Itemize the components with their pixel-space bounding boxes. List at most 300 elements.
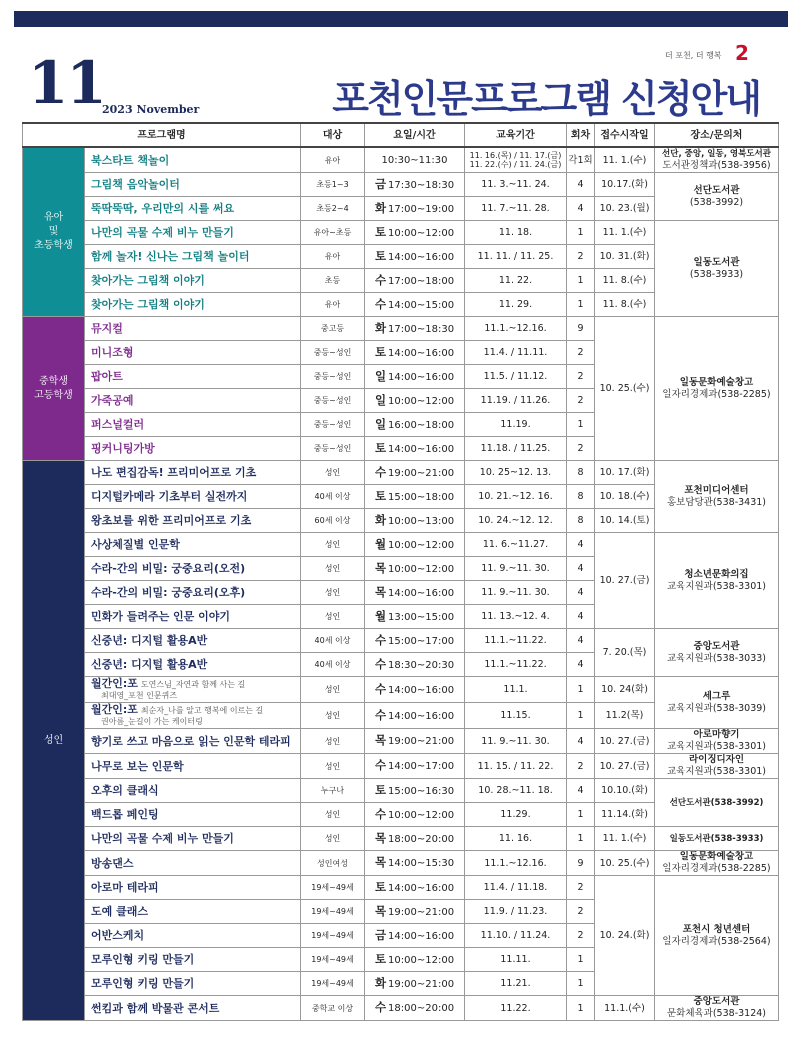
period-line: 11. 9.~11. 30.	[481, 587, 550, 598]
program-name	[85, 293, 301, 317]
program-name-text: 찾아가는 그림책 이야기	[91, 298, 205, 311]
count-cell: 1	[567, 221, 595, 245]
table-row	[23, 729, 779, 754]
program-name	[85, 653, 301, 677]
period-cell	[465, 581, 567, 605]
period-line: 10. 25~12. 13.	[479, 467, 552, 478]
program-name	[85, 876, 301, 900]
weekday: 화	[374, 512, 387, 527]
target-cell: 초등1~3	[301, 173, 365, 197]
time-range: 18:00~20:00	[388, 1003, 455, 1014]
weekday: 화	[374, 200, 387, 215]
place-cell	[655, 996, 779, 1021]
target-cell: 40세 이상	[301, 653, 365, 677]
period-line: 11. 22.	[498, 275, 533, 286]
logo-mark: 2	[735, 41, 749, 65]
target-cell: 성인	[301, 605, 365, 629]
place-contact: 홍보담당관(538-3431)	[666, 496, 767, 508]
time-cell	[365, 900, 465, 924]
period-line: 11.22.	[500, 1002, 531, 1014]
period-cell	[465, 389, 567, 413]
count-cell: 각1회	[567, 147, 595, 173]
place-contact: 도서관정책과(538-3956)	[662, 160, 771, 171]
count-cell: 2	[567, 389, 595, 413]
weekday: 토	[374, 440, 387, 455]
time-cell	[365, 485, 465, 509]
count-cell: 1	[567, 803, 595, 827]
col-header-start: 접수시작일	[595, 123, 655, 147]
time-cell	[365, 245, 465, 269]
time-range: 10:00~12:00	[388, 954, 455, 966]
weekday: 목	[374, 855, 387, 869]
program-name-text: 뮤지컬	[91, 322, 123, 335]
table-row	[23, 851, 779, 876]
count-cell: 4	[567, 581, 595, 605]
program-name	[85, 851, 301, 876]
time-range: 18:00~20:00	[388, 833, 455, 845]
period-cell	[465, 972, 567, 996]
program-name-text: 가죽공예	[91, 394, 134, 407]
weekday: 수	[374, 656, 387, 671]
program-name	[85, 461, 301, 485]
period-line: 11. 7.~11. 28.	[481, 203, 550, 214]
place-name: 일동문화예술창고	[679, 851, 754, 862]
period-line: 11.4. / 11.18.	[483, 882, 548, 893]
period-cell	[465, 605, 567, 629]
period-line: 11.4. / 11.11.	[483, 347, 548, 358]
start-date-cell: 10. 24.(화)	[595, 876, 655, 996]
time-cell	[365, 293, 465, 317]
time-range: 14:00~16:00	[388, 684, 455, 696]
weekday: 금	[374, 927, 387, 942]
city-logo	[665, 41, 765, 67]
time-range: 19:00~21:00	[388, 736, 455, 747]
target-cell: 유아	[301, 293, 365, 317]
time-cell	[365, 197, 465, 221]
target-cell: 성인	[301, 827, 365, 851]
period-cell	[465, 876, 567, 900]
place-cell	[655, 317, 779, 461]
program-name-text: 왕초보를 위한 프리미어프로 기초	[91, 514, 252, 527]
start-date-cell: 11.14.(화)	[595, 803, 655, 827]
target-cell: 성인	[301, 754, 365, 779]
program-name	[85, 605, 301, 629]
category-label: 초등학생	[34, 240, 73, 251]
time-cell	[365, 677, 465, 703]
program-name-text: 도예 클래스	[91, 905, 148, 918]
period-line: 11. 29.	[498, 299, 533, 310]
program-name-text: 수라-간의 비밀: 궁중요리(오전)	[91, 562, 246, 575]
time-range: 14:00~16:00	[388, 882, 455, 894]
place-name: 세그루	[702, 690, 731, 702]
period-line: 11.5. / 11.12.	[483, 371, 548, 382]
start-date-cell: 10.10.(화)	[595, 779, 655, 803]
place-contact: 교육지원과(538-3301)	[666, 766, 767, 777]
time-range: 15:00~18:00	[388, 491, 455, 503]
count-cell: 4	[567, 779, 595, 803]
time-range: 10:00~12:00	[388, 809, 455, 821]
category-label: 중학생	[39, 375, 68, 387]
place-cell	[655, 677, 779, 729]
place-cell	[655, 729, 779, 754]
period-line: 11. 16.(목) / 11. 17.(금)	[469, 151, 562, 160]
table-row	[23, 827, 779, 851]
program-name-text: 핑커니팅가방	[91, 442, 155, 455]
target-cell: 초등	[301, 269, 365, 293]
target-cell: 성인	[301, 677, 365, 703]
table-row	[23, 779, 779, 803]
year-label: 2023 November	[102, 103, 200, 116]
table-row	[23, 147, 779, 173]
period-line: 11. 13.~12. 4.	[481, 611, 550, 622]
period-cell	[465, 653, 567, 677]
program-subtitle: 최대영_포천 인문퀴즈	[101, 691, 178, 700]
period-line: 11.19.	[500, 419, 531, 430]
table-row	[23, 677, 779, 703]
col-header-period: 교육기간	[465, 123, 567, 147]
time-cell	[365, 365, 465, 389]
count-cell: 1	[567, 827, 595, 851]
program-name	[85, 557, 301, 581]
place-name: 중앙도서관	[693, 996, 740, 1007]
weekday: 금	[374, 176, 387, 191]
count-cell: 2	[567, 365, 595, 389]
count-cell: 1	[567, 996, 595, 1021]
target-cell: 19세~49세	[301, 972, 365, 996]
time-range: 17:30~18:30	[388, 179, 455, 191]
period-cell	[465, 317, 567, 341]
time-cell	[365, 948, 465, 972]
category-label: 고등학생	[34, 389, 73, 401]
program-name	[85, 245, 301, 269]
time-range: 14:00~16:00	[388, 930, 455, 942]
target-cell: 성인	[301, 703, 365, 729]
program-table	[22, 122, 779, 1021]
count-cell: 4	[567, 533, 595, 557]
time-cell	[365, 413, 465, 437]
period-line: 11. 16.	[498, 833, 533, 844]
target-cell: 19세~49세	[301, 876, 365, 900]
period-cell	[465, 221, 567, 245]
start-date-cell: 11. 1.(수)	[595, 147, 655, 173]
program-name-text: 월간인:포	[91, 703, 138, 716]
period-line: 11.21.	[500, 978, 531, 989]
period-line: 10. 24.~12. 12.	[478, 515, 553, 526]
weekday: 수	[374, 806, 387, 821]
count-cell: 4	[567, 629, 595, 653]
program-name	[85, 437, 301, 461]
place-name: 아로마향기	[693, 729, 740, 740]
start-date-cell: 11. 1.(수)	[595, 221, 655, 245]
start-date-cell: 10. 23.(월)	[595, 197, 655, 221]
period-cell	[465, 729, 567, 754]
place-cell	[655, 629, 779, 677]
period-cell	[465, 900, 567, 924]
place-contact: 일자리경제과(538-2285)	[662, 388, 771, 400]
weekday: 수	[374, 707, 387, 722]
program-name	[85, 413, 301, 437]
target-cell: 중고등	[301, 317, 365, 341]
period-cell	[465, 437, 567, 461]
start-date-cell: 7. 20.(목)	[595, 629, 655, 677]
time-cell	[365, 924, 465, 948]
program-name	[85, 803, 301, 827]
time-range: 19:00~21:00	[388, 467, 455, 479]
col-header-place: 장소/문의처	[655, 123, 779, 147]
period-line: 11. 9.~11. 30.	[481, 563, 550, 574]
category-label: 및	[48, 226, 59, 237]
program-name-text: 팝아트	[91, 370, 123, 383]
time-range: 16:00~18:00	[388, 419, 455, 431]
table-row	[23, 996, 779, 1021]
period-line: 11.18. / 11.25.	[480, 443, 551, 454]
program-name	[85, 533, 301, 557]
period-line: 11. 6.~11.27.	[482, 539, 549, 550]
period-cell	[465, 365, 567, 389]
time-cell	[365, 754, 465, 779]
target-cell: 성인	[301, 803, 365, 827]
weekday: 토	[374, 488, 387, 503]
count-cell: 2	[567, 754, 595, 779]
start-date-cell: 10.17.(화)	[595, 173, 655, 197]
time-range: 10:00~12:00	[388, 227, 455, 239]
start-date-cell: 10. 18.(수)	[595, 485, 655, 509]
count-cell: 2	[567, 876, 595, 900]
time-range: 14:00~16:00	[388, 347, 455, 359]
col-header-count: 회차	[567, 123, 595, 147]
target-cell: 누구나	[301, 779, 365, 803]
program-name-text: 나도 편집감독! 프리미어프로 기초	[91, 466, 257, 479]
target-cell: 중등~성인	[301, 437, 365, 461]
program-name-text: 방송댄스	[91, 856, 134, 870]
time-range: 15:00~17:00	[388, 635, 455, 647]
time-cell	[365, 605, 465, 629]
start-date-cell: 10. 17.(화)	[595, 461, 655, 485]
period-cell	[465, 924, 567, 948]
count-cell: 4	[567, 605, 595, 629]
period-line: 11.1.~11.22.	[484, 659, 547, 670]
time-range: 13:00~15:00	[388, 611, 455, 623]
time-range: 14:00~17:00	[388, 761, 455, 772]
place-name: 선단도서관	[693, 184, 740, 196]
time-range: 15:00~16:30	[388, 785, 455, 797]
program-name	[85, 317, 301, 341]
program-name-text: 백드롭 페인팅	[91, 808, 159, 821]
count-cell: 1	[567, 677, 595, 703]
weekday: 월	[374, 608, 387, 623]
count-cell: 2	[567, 924, 595, 948]
period-cell	[465, 173, 567, 197]
program-name-text: 그림책 음악놀이터	[91, 178, 180, 191]
program-name-text: 모루인형 키링 만들기	[91, 953, 195, 966]
table-row	[23, 173, 779, 197]
start-date-cell: 10. 14.(토)	[595, 509, 655, 533]
time-range: 17:00~18:30	[388, 323, 455, 335]
time-range: 14:00~16:00	[388, 710, 455, 722]
place-name: 일동문화예술창고	[679, 376, 754, 388]
time-cell	[365, 729, 465, 754]
period-line: 10. 21.~12. 16.	[478, 491, 553, 502]
place-cell	[655, 827, 779, 851]
table-row	[23, 754, 779, 779]
program-name	[85, 389, 301, 413]
program-name	[85, 779, 301, 803]
period-cell	[465, 851, 567, 876]
time-range: 10:00~12:00	[388, 563, 455, 575]
weekday: 토	[374, 782, 387, 797]
program-name	[85, 341, 301, 365]
place-name: 선단, 중앙, 일동, 영북도서관	[662, 149, 771, 159]
table-row	[23, 629, 779, 653]
period-cell	[465, 629, 567, 653]
weekday: 수	[374, 681, 387, 696]
count-cell: 8	[567, 485, 595, 509]
time-cell	[365, 173, 465, 197]
place-contact: (538-3992)	[689, 196, 744, 208]
place-name: 청소년문화의집	[684, 568, 749, 580]
period-cell	[465, 293, 567, 317]
period-line: 10. 28.~11. 18.	[478, 785, 553, 796]
place-cell	[655, 221, 779, 317]
period-line: 11.29.	[500, 809, 531, 820]
program-subtitle: 도연스님_자연과 함께 사는 길	[140, 680, 246, 689]
program-name-text: 사상체질별 인문학	[91, 538, 180, 551]
place-cell	[655, 147, 779, 173]
period-cell	[465, 245, 567, 269]
program-name	[85, 703, 301, 729]
category-cell	[23, 317, 85, 461]
start-date-cell: 10. 25.(수)	[595, 317, 655, 461]
month-number: 11	[28, 49, 105, 117]
period-line: 11.1.~12.16.	[484, 857, 547, 869]
count-cell: 2	[567, 900, 595, 924]
time-cell	[365, 851, 465, 876]
program-name	[85, 972, 301, 996]
weekday: 목	[374, 830, 387, 845]
period-line: 11.9. / 11.23.	[483, 906, 548, 917]
count-cell: 1	[567, 293, 595, 317]
time-range: 14:00~16:00	[388, 251, 455, 263]
place-contact: 교육지원과(538-3033)	[666, 652, 767, 664]
time-range: 10:00~12:00	[388, 395, 455, 407]
period-line: 11.19. / 11.26.	[480, 395, 551, 406]
period-line: 11. 3.~11. 24.	[481, 179, 550, 190]
program-name	[85, 269, 301, 293]
start-date-cell: 10. 31.(화)	[595, 245, 655, 269]
period-cell	[465, 269, 567, 293]
program-name-text: 미니조형	[91, 346, 134, 359]
program-name	[85, 924, 301, 948]
period-line: 11.15.	[500, 710, 531, 721]
place-cell	[655, 533, 779, 629]
weekday: 일	[374, 416, 387, 431]
time-cell	[365, 533, 465, 557]
time-cell	[365, 876, 465, 900]
logo-slogan: 더 포천, 더 행복	[665, 51, 722, 60]
program-name	[85, 509, 301, 533]
weekday: 일	[374, 368, 387, 383]
time-range: 14:00~16:00	[388, 587, 455, 599]
time-range: 10:30~11:30	[381, 154, 448, 166]
place-name: 일동도서관(538-3933)	[669, 833, 764, 844]
count-cell: 1	[567, 972, 595, 996]
program-name	[85, 677, 301, 703]
period-line: 11. 9.~11. 30.	[481, 735, 550, 747]
period-cell	[465, 485, 567, 509]
place-contact: 일자리경제과(538-2564)	[662, 935, 771, 947]
weekday: 화	[374, 975, 387, 990]
program-name	[85, 197, 301, 221]
time-range: 14:00~15:30	[388, 858, 455, 869]
place-name: 선단도서관(538-3992)	[669, 797, 764, 808]
table-row	[23, 461, 779, 485]
top-banner-bar	[14, 11, 788, 27]
weekday: 토	[374, 951, 387, 966]
period-line: 11.1.~12.16.	[484, 323, 547, 334]
weekday: 수	[374, 1000, 387, 1014]
program-name	[85, 221, 301, 245]
time-cell	[365, 557, 465, 581]
weekday: 토	[374, 248, 387, 263]
time-cell	[365, 147, 465, 173]
place-cell	[655, 851, 779, 876]
period-line: 11. 18.	[498, 227, 533, 238]
period-cell	[465, 703, 567, 729]
program-name-text: 디지털카메라 기초부터 실전까지	[91, 490, 248, 503]
target-cell: 40세 이상	[301, 485, 365, 509]
start-date-cell: 11. 8.(수)	[595, 269, 655, 293]
count-cell: 1	[567, 413, 595, 437]
program-subtitle: 권아름_눈길이 가는 케이터링	[101, 717, 203, 726]
category-cell	[23, 147, 85, 317]
period-cell	[465, 948, 567, 972]
time-cell	[365, 803, 465, 827]
place-cell	[655, 173, 779, 221]
count-cell: 2	[567, 341, 595, 365]
start-date-cell: 10. 25.(수)	[595, 851, 655, 876]
place-contact: 교육지원과(538-3301)	[666, 741, 767, 752]
target-cell: 중학교 이상	[301, 996, 365, 1021]
place-name: 라이징디자인	[688, 754, 745, 765]
target-cell: 19세~49세	[301, 948, 365, 972]
target-cell: 19세~49세	[301, 900, 365, 924]
count-cell: 1	[567, 703, 595, 729]
count-cell: 4	[567, 173, 595, 197]
place-contact: 일자리경제과(538-2285)	[662, 863, 771, 874]
time-range: 14:00~16:00	[388, 443, 455, 455]
target-cell: 성인여성	[301, 851, 365, 876]
count-cell: 8	[567, 461, 595, 485]
start-date-cell: 11.2(목)	[595, 703, 655, 729]
period-cell	[465, 147, 567, 173]
program-name-text: 나만의 곡물 수제 비누 만들기	[91, 832, 234, 845]
place-name: 포천시 청년센터	[682, 923, 751, 935]
start-date-cell: 10. 27.(금)	[595, 754, 655, 779]
count-cell: 1	[567, 948, 595, 972]
time-range: 17:00~18:00	[388, 275, 455, 287]
period-cell	[465, 803, 567, 827]
program-name	[85, 173, 301, 197]
target-cell: 유아	[301, 147, 365, 173]
program-name	[85, 581, 301, 605]
program-name-text: 나무로 보는 인문학	[91, 759, 184, 773]
time-cell	[365, 703, 465, 729]
program-name	[85, 827, 301, 851]
period-line: 11. 11. / 11. 25.	[477, 251, 554, 262]
program-subtitle: 최순자_나를 알고 행복에 이르는 길	[140, 706, 264, 715]
time-range: 19:00~21:00	[388, 906, 455, 918]
count-cell: 2	[567, 245, 595, 269]
